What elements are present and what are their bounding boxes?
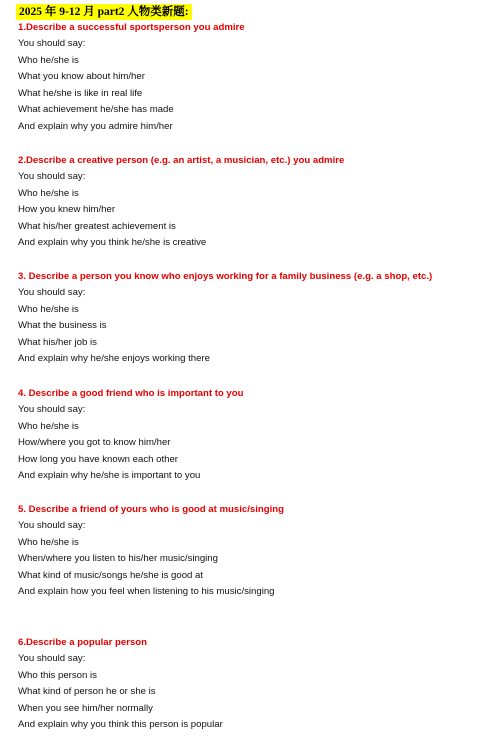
prompt-line: How/where you got to know him/her <box>18 437 171 449</box>
prompt-line: You should say: <box>18 520 86 531</box>
prompt-line: And explain why you think this person is popular <box>18 719 223 731</box>
topic-5 <box>18 502 498 601</box>
topic-title: 1.Describe a successful sportsperson you admire <box>18 22 245 33</box>
prompt-line: And explain why you admire him/her <box>18 120 173 132</box>
prompt-line: Who this person is <box>18 669 97 681</box>
prompt-line: Who he/she is <box>18 303 79 315</box>
topic-6 <box>18 635 498 734</box>
prompt-line: You should say: <box>18 653 86 664</box>
prompt-line: What achievement he/she has made <box>18 104 174 116</box>
topic-title: 5. Describe a friend of yours who is good at music/singing <box>18 504 285 515</box>
prompt-line: How you knew him/her <box>18 204 116 216</box>
prompt-line: What kind of music/songs he/she is good at <box>18 569 204 581</box>
prompt-line: When you see him/her normally <box>18 702 153 714</box>
topic-4 <box>18 386 498 485</box>
prompt-line: Who he/she is <box>18 536 79 548</box>
prompt-line: What his/her greatest achievement is <box>18 220 176 232</box>
page-title: 2025 年 9-12 月 part2 人物类新题: <box>16 4 192 20</box>
topic-title: 3. Describe a person you know who enjoys working for a family business (e.g. a shop, etc.) <box>18 271 433 282</box>
topic-1 <box>18 20 498 136</box>
topic-2 <box>18 153 498 252</box>
prompt-line: How long you have known each other <box>18 453 178 465</box>
prompt-line: What his/her job is <box>18 336 97 348</box>
prompt-line: Who he/she is <box>18 187 79 199</box>
prompt-line: And explain why he/she is important to you <box>18 470 201 482</box>
prompt-line: What he/she is like in real life <box>18 87 143 99</box>
topic-title: 2.Describe a creative person (e.g. an artist, a musician, etc.) you admire <box>18 155 345 166</box>
prompt-line: What you know about him/her <box>18 71 145 83</box>
prompt-line: Who he/she is <box>18 54 79 66</box>
prompt-line: And explain how you feel when listening to his music/singing <box>18 586 275 598</box>
prompt-line: And explain why you think he/she is creative <box>18 237 207 249</box>
topic-title: 6.Describe a popular person <box>18 637 148 648</box>
prompt-line: You should say: <box>18 171 86 182</box>
prompt-line: And explain why he/she enjoys working there <box>18 353 210 365</box>
prompt-line: What the business is <box>18 320 107 332</box>
prompt-line: You should say: <box>18 404 86 415</box>
prompt-line: When/where you listen to his/her music/singing <box>18 553 218 565</box>
topic-title: 4. Describe a good friend who is important to you <box>18 388 244 399</box>
prompt-line: What kind of person he or she is <box>18 686 156 698</box>
prompt-line: You should say: <box>18 287 86 298</box>
prompt-line: You should say: <box>18 38 86 49</box>
topic-3 <box>18 269 498 368</box>
prompt-line: Who he/she is <box>18 420 79 432</box>
